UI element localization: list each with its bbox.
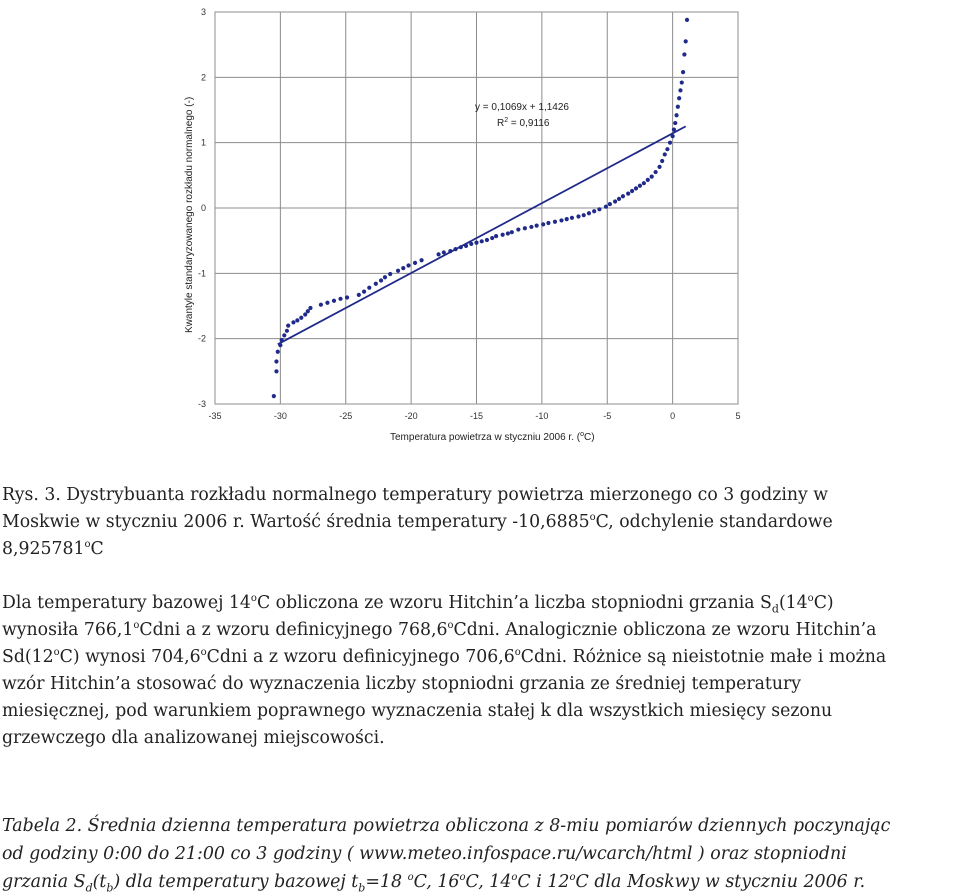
r-squared-label: $R^2 = 0,9116$: [497, 117, 550, 129]
body-line-6: grzewczego dla analizowanej miejscowości.: [2, 728, 385, 748]
data-point: [676, 105, 680, 109]
x-tick-label: -30: [273, 411, 287, 421]
data-point: [678, 88, 682, 92]
data-point: [413, 261, 417, 265]
data-point: [587, 211, 591, 215]
degree-sup: o: [514, 647, 521, 659]
table-caption-line-3g: C i 12: [517, 872, 570, 892]
data-point: [501, 233, 505, 237]
data-point: [650, 175, 654, 179]
data-point: [490, 236, 494, 240]
data-point: [597, 207, 601, 211]
data-point: [681, 70, 685, 74]
body-line-2a: wynosiła 766,1: [2, 620, 134, 640]
data-point: [278, 343, 282, 347]
body-line-5: miesięcznej, pod warunkiem poprawnego wyznaczenia stałej k dla wszystkich miesięcy sezonu: [2, 701, 833, 721]
y-axis-title: Kwantyle standaryzowanego rozkładu normalnego (-): [184, 96, 195, 333]
caption-line-2a: Moskwie w styczniu 2006 r. Wartość średnia temperatury -10,6885: [2, 512, 590, 532]
data-point: [506, 231, 510, 235]
data-point: [626, 192, 630, 196]
data-point: [282, 333, 286, 337]
data-point: [685, 18, 689, 22]
subscript: b: [106, 881, 114, 895]
x-tick-label: -15: [469, 411, 484, 421]
x-tick-label: -20: [404, 411, 418, 421]
data-point: [374, 282, 378, 286]
data-point: [274, 359, 278, 363]
data-point: [276, 350, 280, 354]
caption-line-1: Rys. 3. Dystrybuanta rozkładu normalnego temperatury powietrza mierzonego co 3 godziny w: [2, 485, 829, 505]
table-caption-line-3a: grzania S: [2, 872, 86, 892]
data-point: [682, 52, 686, 56]
y-tick-label: 3: [200, 7, 206, 17]
data-point: [654, 170, 658, 174]
data-point: [582, 213, 586, 217]
table-caption-line-3f: C, 14: [465, 872, 512, 892]
data-point: [345, 295, 349, 299]
y-tick-label: -1: [197, 268, 206, 279]
data-point: [621, 194, 625, 198]
degree-sup: o: [569, 872, 576, 884]
table-caption-line-1: Tabela 2. Średnia dzienna temperatura powietrza obliczona z 8-miu pomiarów dziennych poczynając: [2, 816, 891, 836]
data-point: [306, 309, 310, 313]
degree-sup: o: [250, 593, 257, 605]
data-point: [665, 147, 669, 151]
body-line-1b: C obliczona ze wzoru Hitchin’a liczba stopniodni grzania S: [256, 593, 772, 613]
body-line-1d: C): [813, 593, 834, 613]
data-point: [541, 222, 545, 226]
data-point: [660, 159, 664, 163]
y-tick-label: 2: [200, 72, 206, 83]
figure-caption: [2, 482, 960, 563]
body-paragraph: [2, 590, 960, 752]
data-point: [419, 258, 423, 262]
subscript: d: [771, 602, 779, 616]
data-point: [592, 209, 596, 213]
subscript: d: [85, 881, 93, 895]
table-caption-line-3h: C dla Moskwy w styczniu 2006 r.: [575, 872, 866, 892]
data-point: [523, 226, 527, 230]
data-point: [680, 80, 684, 84]
table-caption: [2, 812, 960, 896]
data-point: [674, 113, 678, 117]
data-point: [291, 320, 295, 324]
degree-sup: o: [807, 593, 814, 605]
data-point: [338, 297, 342, 301]
data-point: [634, 186, 638, 190]
table-caption-line-3c: ) dla temperatury bazowej t: [113, 872, 359, 892]
body-line-3c: Cdni a z wzoru definicyjnego 706,6: [206, 647, 515, 667]
degree-sup: o: [511, 872, 518, 884]
data-point: [672, 128, 676, 132]
data-point: [684, 39, 688, 43]
body-line-4: wzór Hitchin’a stosować do wyznaczenia liczby stopniodni grzania ze średniej temperatury: [2, 674, 802, 694]
data-point: [285, 329, 289, 333]
data-point: [459, 245, 463, 249]
data-point: [617, 197, 621, 201]
data-point: [677, 96, 681, 100]
body-line-2b: Cdni a z wzoru definicyjnego 768,6: [139, 620, 448, 640]
body-line-3b: C) wynosi 704,6: [59, 647, 201, 667]
data-point: [325, 301, 329, 305]
degree-sup: o: [459, 872, 466, 884]
data-point: [295, 318, 299, 322]
x-tick-label: 0: [670, 411, 676, 421]
scatter-chart: [170, 0, 740, 452]
data-point: [367, 286, 371, 290]
data-point: [570, 216, 574, 220]
degree-sup: o: [53, 647, 60, 659]
data-point: [357, 293, 361, 297]
degree-sup: o: [589, 512, 596, 524]
data-point: [510, 230, 514, 234]
body-line-3a: Sd(12: [2, 647, 54, 667]
caption-line-3a: 8,925781: [2, 539, 85, 559]
y-tick-label: 0: [200, 203, 206, 213]
data-point: [379, 278, 383, 282]
x-tick-label: -5: [603, 411, 612, 421]
data-point: [671, 134, 675, 138]
data-point: [308, 306, 312, 310]
data-point: [383, 275, 387, 279]
data-point: [319, 303, 323, 307]
body-line-1c: (14: [778, 593, 808, 613]
y-tick-label: -3: [197, 399, 206, 409]
data-point: [388, 272, 392, 276]
data-point: [362, 290, 366, 294]
table-caption-line-3b: (t: [92, 872, 107, 892]
x-tick-label: -35: [208, 411, 222, 421]
data-point: [453, 247, 457, 251]
data-point: [485, 238, 489, 242]
data-point: [576, 214, 580, 218]
data-point: [546, 221, 550, 225]
data-point: [401, 266, 405, 270]
data-point: [630, 189, 634, 193]
data-point: [638, 184, 642, 188]
x-axis-title: Temperatura powietrza w styczniu 2006 r. ($^o$C): [390, 431, 595, 443]
data-point: [469, 242, 473, 246]
data-point: [442, 250, 446, 254]
data-point: [559, 218, 563, 222]
data-point: [516, 227, 520, 231]
table-caption-line-2: od godziny 0:00 do 21:00 co 3 godziny ( www.meteo.infospace.ru/wcarch/html ) oraz stopniodni: [2, 844, 847, 864]
x-tick-label: -25: [339, 411, 353, 421]
degree-sup: o: [407, 872, 414, 884]
data-point: [448, 249, 452, 253]
data-point: [553, 220, 557, 224]
data-point: [604, 205, 608, 209]
table-caption-line-3d: =18: [365, 872, 408, 892]
y-tick-label: -2: [197, 333, 206, 344]
data-point: [474, 241, 478, 245]
body-line-3d: Cdni. Różnice są nieistotnie małe i można: [520, 647, 887, 667]
table-caption-line-3e: C, 16: [413, 872, 460, 892]
caption-line-3b: C: [90, 539, 104, 559]
equation-label: y = 0,1069x + 1,1426: [475, 102, 569, 113]
data-point: [436, 252, 440, 256]
data-point: [673, 121, 677, 125]
data-point: [286, 324, 290, 328]
subscript: b: [358, 881, 366, 895]
degree-sup: o: [447, 620, 454, 632]
x-tick-label: -10: [535, 411, 549, 421]
data-point: [535, 224, 539, 228]
data-point: [332, 299, 336, 303]
x-tick-label: 5: [735, 411, 741, 421]
degree-sup: o: [84, 539, 91, 551]
data-point: [529, 225, 533, 229]
data-point: [608, 202, 612, 206]
y-tick-label: 1: [200, 137, 206, 148]
data-point: [480, 239, 484, 243]
data-point: [494, 234, 498, 238]
data-point: [272, 394, 276, 398]
chart-figure: [170, 0, 740, 452]
data-point: [668, 141, 672, 145]
data-point: [396, 269, 400, 273]
data-point: [303, 312, 307, 316]
data-point: [280, 338, 284, 342]
data-point: [646, 178, 650, 182]
data-point: [642, 181, 646, 185]
body-line-1a: Dla temperatury bazowej 14: [2, 593, 251, 613]
data-point: [406, 263, 410, 267]
data-point: [657, 165, 661, 169]
degree-sup: o: [200, 647, 207, 659]
data-point: [565, 217, 569, 221]
data-point: [613, 199, 617, 203]
data-point: [299, 316, 303, 320]
body-line-2c: Cdni. Analogicznie obliczona ze wzoru Hitchin’a: [453, 620, 877, 640]
data-point: [464, 244, 468, 248]
caption-line-2b: C, odchylenie standardowe: [595, 512, 833, 532]
data-point: [274, 369, 278, 373]
data-point: [663, 152, 667, 156]
degree-sup: o: [133, 620, 140, 632]
